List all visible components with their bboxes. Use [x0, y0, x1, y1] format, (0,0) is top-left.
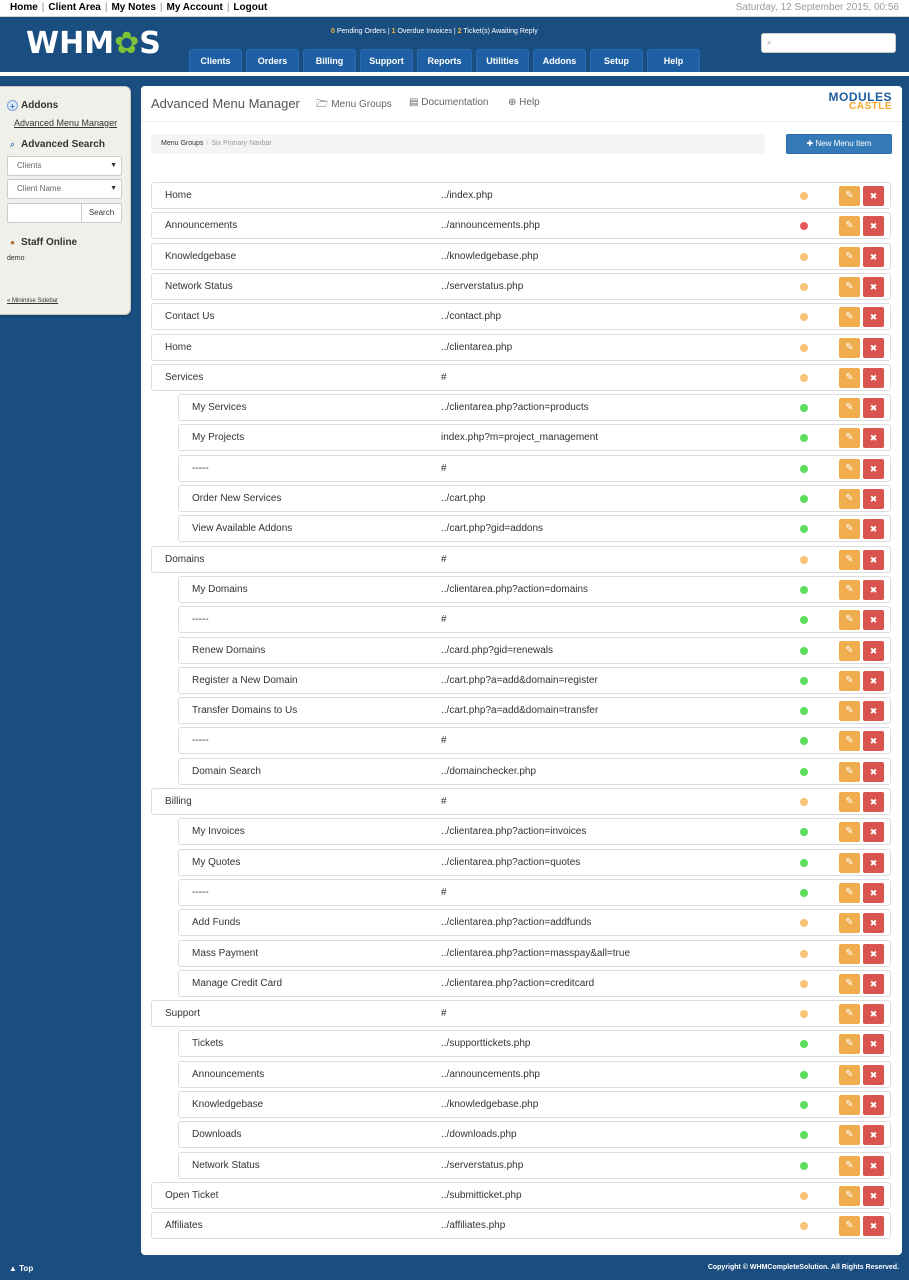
status-indicator [800, 283, 808, 291]
status-indicator [800, 495, 808, 503]
status-indicator [800, 586, 808, 594]
addons-icon: + [7, 100, 18, 111]
menu-item-label: Order New Services [192, 493, 282, 504]
delete-icon[interactable]: ✖ [863, 489, 884, 509]
top-link-my-account[interactable]: My Account [166, 2, 223, 13]
status-indicator [800, 1131, 808, 1139]
menu-item-label: My Services [192, 402, 247, 413]
delete-icon[interactable]: ✖ [863, 277, 884, 297]
menu-item-row [178, 394, 891, 421]
menu-item-row [178, 727, 891, 754]
menu-item-label: Home [165, 190, 192, 201]
delete-icon[interactable]: ✖ [863, 974, 884, 994]
menu-item-url: # [441, 463, 447, 474]
edit-icon[interactable]: ✎ [839, 701, 860, 721]
delete-icon[interactable]: ✖ [863, 610, 884, 630]
header-divider [0, 72, 909, 76]
edit-icon[interactable]: ✎ [839, 822, 860, 842]
menu-item-url: ../affiliates.php [441, 1220, 506, 1231]
delete-icon[interactable]: ✖ [863, 216, 884, 236]
menu-item-label: Knowledgebase [165, 251, 237, 262]
header-stats: 0 Pending Orders | 1 Overdue Invoices | 2 Ticket(s) Awaiting Reply [331, 28, 538, 35]
staff-user: demo [7, 255, 25, 262]
top-bar [0, 0, 909, 17]
status-indicator [800, 647, 808, 655]
menu-item-row [151, 303, 891, 330]
edit-icon[interactable]: ✎ [839, 1095, 860, 1115]
breadcrumb-root[interactable]: Menu Groups [161, 140, 204, 147]
menu-item-label: Add Funds [192, 917, 241, 928]
menu-item-url: ../index.php [441, 190, 493, 201]
top-link-my-notes[interactable]: My Notes [111, 2, 156, 13]
status-indicator [800, 374, 808, 382]
menu-item-row [178, 818, 891, 845]
menu-item-label: Open Ticket [165, 1190, 219, 1201]
menu-item-row [178, 970, 891, 997]
overdue-invoices-count[interactable]: 1 [391, 28, 396, 35]
delete-icon[interactable]: ✖ [863, 1125, 884, 1145]
back-to-top-link[interactable]: ▲ Top [9, 1264, 34, 1273]
addons-heading: + Addons [7, 100, 58, 111]
new-menu-item-button[interactable]: ✚ New Menu Item [786, 134, 892, 154]
menu-item-row [178, 940, 891, 967]
edit-icon[interactable]: ✎ [839, 307, 860, 327]
edit-icon[interactable]: ✎ [839, 913, 860, 933]
menu-item-label: Services [165, 372, 204, 383]
menu-item-url: # [441, 887, 447, 898]
menu-item-row [178, 1121, 891, 1148]
edit-icon[interactable]: ✎ [839, 762, 860, 782]
menu-item-row [178, 879, 891, 906]
staff-online-heading: ● Staff Online [7, 237, 77, 248]
menu-item-url: ../clientarea.php [441, 342, 513, 353]
menu-item-label: Home [165, 342, 192, 353]
overdue-invoices-label[interactable]: Overdue Invoices [397, 28, 452, 35]
menu-item-label: My Invoices [192, 826, 245, 837]
menu-item-row [178, 667, 891, 694]
menu-item-url: # [441, 614, 447, 625]
menu-item-url: ../clientarea.php?action=invoices [441, 826, 587, 837]
top-link-client-area[interactable]: Client Area [48, 2, 101, 13]
modules-castle-logo: MODULES CASTLE [828, 90, 892, 112]
edit-icon[interactable]: ✎ [839, 1216, 860, 1236]
menu-item-row [151, 273, 891, 300]
status-indicator [800, 798, 808, 806]
menu-item-url: index.php?m=project_management [441, 432, 599, 443]
status-indicator [800, 525, 808, 533]
status-indicator [800, 859, 808, 867]
menu-item-url: ../clientarea.php?action=addfunds [441, 917, 592, 928]
menu-item-url: ../submitticket.php [441, 1190, 522, 1201]
menu-item-label: View Available Addons [192, 523, 293, 534]
delete-icon[interactable]: ✖ [863, 792, 884, 812]
status-indicator [800, 919, 808, 927]
delete-icon[interactable]: ✖ [863, 519, 884, 539]
delete-icon[interactable]: ✖ [863, 1065, 884, 1085]
delete-icon[interactable]: ✖ [863, 580, 884, 600]
menu-item-url: ../serverstatus.php [441, 281, 524, 292]
status-indicator [800, 465, 808, 473]
documentation-link[interactable]: ▤ Documentation [409, 97, 489, 108]
menu-item-url: ../clientarea.php?action=creditcard [441, 978, 595, 989]
status-indicator [800, 616, 808, 624]
plus-icon: ✚ [806, 139, 814, 148]
status-indicator [800, 707, 808, 715]
status-indicator [800, 889, 808, 897]
edit-icon[interactable]: ✎ [839, 368, 860, 388]
menu-item-label: Network Status [165, 281, 233, 292]
globe-icon: ⊕ [508, 97, 517, 108]
tickets-count[interactable]: 2 [457, 28, 462, 35]
edit-icon[interactable]: ✎ [839, 519, 860, 539]
menu-item-label: Network Status [192, 1160, 260, 1171]
chevron-down-icon: ▼ [110, 185, 117, 192]
menu-item-row [178, 1091, 891, 1118]
nav-utilities[interactable]: Utilities [476, 49, 529, 72]
menu-item-url: ../serverstatus.php [441, 1160, 524, 1171]
edit-icon[interactable]: ✎ [839, 974, 860, 994]
status-indicator [800, 1010, 808, 1018]
edit-icon[interactable]: ✎ [839, 792, 860, 812]
nav-help[interactable]: Help [647, 49, 700, 72]
status-indicator [800, 828, 808, 836]
sidebar-link-advanced-menu-manager[interactable]: Advanced Menu Manager [14, 118, 118, 128]
edit-icon[interactable]: ✎ [839, 1034, 860, 1054]
pending-orders-label[interactable]: Pending Orders [336, 28, 386, 35]
status-indicator [800, 434, 808, 442]
menu-item-url: ../announcements.php [441, 1069, 540, 1080]
module-header [141, 86, 902, 122]
menu-item-row [178, 424, 891, 451]
delete-icon[interactable]: ✖ [863, 913, 884, 933]
edit-icon[interactable]: ✎ [839, 1125, 860, 1145]
menu-item-url: ../announcements.php [441, 220, 540, 231]
status-indicator [800, 313, 808, 321]
menu-item-label: My Domains [192, 584, 248, 595]
menu-item-url: ../downloads.php [441, 1129, 517, 1140]
menu-item-row [178, 909, 891, 936]
menu-item-url: # [441, 1008, 447, 1019]
search-field-select[interactable]: Client Name ▼ [7, 179, 122, 199]
menu-item-url: ../cart.php?gid=addons [441, 523, 544, 534]
edit-icon[interactable]: ✎ [839, 641, 860, 661]
minimise-sidebar-link[interactable]: « Minimise Sidebar [7, 298, 59, 304]
edit-icon[interactable]: ✎ [839, 277, 860, 297]
menu-item-row [151, 788, 891, 815]
nav-clients[interactable]: Clients [189, 49, 242, 72]
nav-billing[interactable]: Billing [303, 49, 356, 72]
menu-item-label: Billing [165, 796, 192, 807]
menu-item-url: ../contact.php [441, 311, 502, 322]
menu-item-label: Knowledgebase [192, 1099, 264, 1110]
menu-item-row [178, 515, 891, 542]
menu-item-label: Support [165, 1008, 201, 1019]
menu-item-url: ../card.php?gid=renewals [441, 645, 554, 656]
whmcs-logo[interactable]: WHM✿S [26, 26, 161, 61]
menu-item-label: ----- [192, 735, 209, 746]
nav-orders[interactable]: Orders [246, 49, 299, 72]
menu-item-url: # [441, 735, 447, 746]
menu-item-row [151, 1182, 891, 1209]
copyright: Copyright © WHMCompleteSolution. All Rights Reserved. [707, 1264, 899, 1271]
menu-item-row [151, 334, 891, 361]
menu-item-row [178, 455, 891, 482]
search-type-select[interactable]: Clients ▼ [7, 156, 122, 176]
menu-item-row [151, 1212, 891, 1239]
edit-icon[interactable]: ✎ [839, 489, 860, 509]
menu-item-url: # [441, 796, 447, 807]
status-indicator [800, 1222, 808, 1230]
edit-icon[interactable]: ✎ [839, 883, 860, 903]
edit-icon[interactable]: ✎ [839, 944, 860, 964]
edit-icon[interactable]: ✎ [839, 1004, 860, 1024]
breadcrumb: Menu Groups / Six Primary Navbar [151, 134, 765, 154]
delete-icon[interactable]: ✖ [863, 1034, 884, 1054]
edit-icon[interactable]: ✎ [839, 186, 860, 206]
sidebar-search-input[interactable] [7, 203, 82, 223]
page-title: Advanced Menu Manager [151, 96, 300, 111]
edit-icon[interactable]: ✎ [839, 550, 860, 570]
menu-item-label: Downloads [192, 1129, 242, 1140]
delete-icon[interactable]: ✖ [863, 459, 884, 479]
book-icon: ▤ [409, 97, 419, 108]
status-indicator [800, 737, 808, 745]
edit-icon[interactable]: ✎ [839, 1065, 860, 1085]
menu-item-row [151, 212, 891, 239]
status-indicator [800, 222, 808, 230]
magnifier-icon: ⌕ [10, 140, 15, 149]
nav-support[interactable]: Support [360, 49, 413, 72]
menu-item-row [178, 758, 891, 785]
nav-addons[interactable]: Addons [533, 49, 586, 72]
menu-item-label: Register a New Domain [192, 675, 298, 686]
status-indicator [800, 556, 808, 564]
edit-icon[interactable]: ✎ [839, 580, 860, 600]
main-panel [141, 86, 902, 1255]
menu-item-url: ../supporttickets.php [441, 1038, 531, 1049]
menu-item-label: My Projects [192, 432, 245, 443]
menu-item-row [151, 1000, 891, 1027]
status-indicator [800, 404, 808, 412]
advanced-search-heading: ⌕ Advanced Search [7, 139, 105, 150]
nav-setup[interactable]: Setup [590, 49, 643, 72]
edit-icon[interactable]: ✎ [839, 216, 860, 236]
status-indicator [800, 1162, 808, 1170]
header [0, 17, 909, 72]
delete-icon[interactable]: ✖ [863, 822, 884, 842]
status-indicator [800, 344, 808, 352]
top-link-home[interactable]: Home [10, 2, 38, 13]
edit-icon[interactable]: ✎ [839, 1186, 860, 1206]
status-indicator [800, 253, 808, 261]
menu-item-url: # [441, 372, 447, 383]
delete-icon[interactable]: ✖ [863, 944, 884, 964]
menu-item-url: ../domainchecker.php [441, 766, 537, 777]
menu-item-url: ../cart.php?a=add&domain=register [441, 675, 598, 686]
header-search-input[interactable] [761, 33, 896, 53]
folder-icon: 🗁 [316, 99, 329, 110]
top-link-logout[interactable]: Logout [233, 2, 268, 13]
status-indicator [800, 192, 808, 200]
edit-icon[interactable]: ✎ [839, 338, 860, 358]
delete-icon[interactable]: ✖ [863, 671, 884, 691]
status-indicator [800, 1192, 808, 1200]
status-indicator [800, 1071, 808, 1079]
delete-icon[interactable]: ✖ [863, 1216, 884, 1236]
breadcrumb-current: Six Primary Navbar [211, 140, 272, 147]
menu-item-row [178, 576, 891, 603]
delete-icon[interactable]: ✖ [863, 247, 884, 267]
delete-icon[interactable]: ✖ [863, 338, 884, 358]
menu-item-row [178, 606, 891, 633]
menu-item-row [151, 546, 891, 573]
search-icon: ⌕ [767, 37, 773, 47]
menu-item-label: Domains [165, 554, 205, 565]
delete-icon[interactable]: ✖ [863, 398, 884, 418]
edit-icon[interactable]: ✎ [839, 398, 860, 418]
delete-icon[interactable]: ✖ [863, 1186, 884, 1206]
menu-item-url: # [441, 554, 447, 565]
menu-item-url: ../clientarea.php?action=domains [441, 584, 589, 595]
sidebar [0, 86, 131, 315]
date-time: Saturday, 12 September 2015, 00:56 [735, 2, 899, 13]
menu-item-label: Manage Credit Card [192, 978, 283, 989]
menu-item-row [151, 364, 891, 391]
delete-icon[interactable]: ✖ [863, 1095, 884, 1115]
menu-item-label: My Quotes [192, 857, 241, 868]
sidebar-search-button[interactable]: Search [81, 203, 122, 223]
menu-item-label: ----- [192, 463, 209, 474]
gear-icon: ✿ [114, 26, 140, 61]
status-indicator [800, 980, 808, 988]
edit-icon[interactable]: ✎ [839, 853, 860, 873]
delete-icon[interactable]: ✖ [863, 186, 884, 206]
tickets-label[interactable]: Ticket(s) Awaiting Reply [463, 28, 538, 35]
menu-item-url: ../knowledgebase.php [441, 251, 539, 262]
menu-item-label: Tickets [192, 1038, 224, 1049]
menu-item-url: ../cart.php?a=add&domain=transfer [441, 705, 599, 716]
menu-item-url: ../clientarea.php?action=masspay&all=true [441, 948, 631, 959]
menu-item-url: ../cart.php [441, 493, 486, 504]
edit-icon[interactable]: ✎ [839, 428, 860, 448]
menu-groups-link[interactable]: 🗁 Menu Groups [316, 99, 392, 110]
status-indicator [800, 1101, 808, 1109]
edit-icon[interactable]: ✎ [839, 610, 860, 630]
menu-item-label: Contact Us [165, 311, 215, 322]
menu-item-row [178, 697, 891, 724]
delete-icon[interactable]: ✖ [863, 883, 884, 903]
top-links: Home | Client Area | My Notes | My Account | Logout [10, 2, 268, 13]
status-indicator [800, 768, 808, 776]
status-indicator [800, 950, 808, 958]
status-indicator [800, 1040, 808, 1048]
menu-item-label: Announcements [192, 1069, 265, 1080]
menu-item-url: ../knowledgebase.php [441, 1099, 539, 1110]
pending-orders-count[interactable]: 0 [331, 28, 335, 35]
delete-icon[interactable]: ✖ [863, 762, 884, 782]
delete-icon[interactable]: ✖ [863, 701, 884, 721]
delete-icon[interactable]: ✖ [863, 307, 884, 327]
menu-item-label: Mass Payment [192, 948, 259, 959]
delete-icon[interactable]: ✖ [863, 853, 884, 873]
menu-item-row [178, 1061, 891, 1088]
edit-icon[interactable]: ✎ [839, 459, 860, 479]
delete-icon[interactable]: ✖ [863, 368, 884, 388]
delete-icon[interactable]: ✖ [863, 641, 884, 661]
user-icon: ● [10, 238, 15, 247]
chevron-down-icon: ▼ [110, 162, 117, 169]
nav-reports[interactable]: Reports [417, 49, 472, 72]
menu-item-row [178, 1030, 891, 1057]
menu-item-row [151, 243, 891, 270]
menu-item-label: Affiliates [165, 1220, 203, 1231]
menu-item-label: ----- [192, 887, 209, 898]
help-link[interactable]: ⊕ Help [508, 97, 540, 108]
edit-icon[interactable]: ✎ [839, 1156, 860, 1176]
menu-item-label: Domain Search [192, 766, 261, 777]
menu-item-url: ../clientarea.php?action=products [441, 402, 589, 413]
menu-item-label: Renew Domains [192, 645, 266, 656]
delete-icon[interactable]: ✖ [863, 550, 884, 570]
edit-icon[interactable]: ✎ [839, 247, 860, 267]
menu-item-row [178, 849, 891, 876]
delete-icon[interactable]: ✖ [863, 1004, 884, 1024]
delete-icon[interactable]: ✖ [863, 1156, 884, 1176]
menu-item-row [178, 1152, 891, 1179]
edit-icon[interactable]: ✎ [839, 671, 860, 691]
menu-item-row [178, 485, 891, 512]
menu-item-row [151, 182, 891, 209]
delete-icon[interactable]: ✖ [863, 428, 884, 448]
delete-icon[interactable]: ✖ [863, 731, 884, 751]
edit-icon[interactable]: ✎ [839, 731, 860, 751]
menu-item-label: Transfer Domains to Us [192, 705, 298, 716]
menu-item-label: ----- [192, 614, 209, 625]
menu-item-url: ../clientarea.php?action=quotes [441, 857, 581, 868]
menu-item-label: Announcements [165, 220, 238, 231]
status-indicator [800, 677, 808, 685]
menu-item-row [178, 637, 891, 664]
